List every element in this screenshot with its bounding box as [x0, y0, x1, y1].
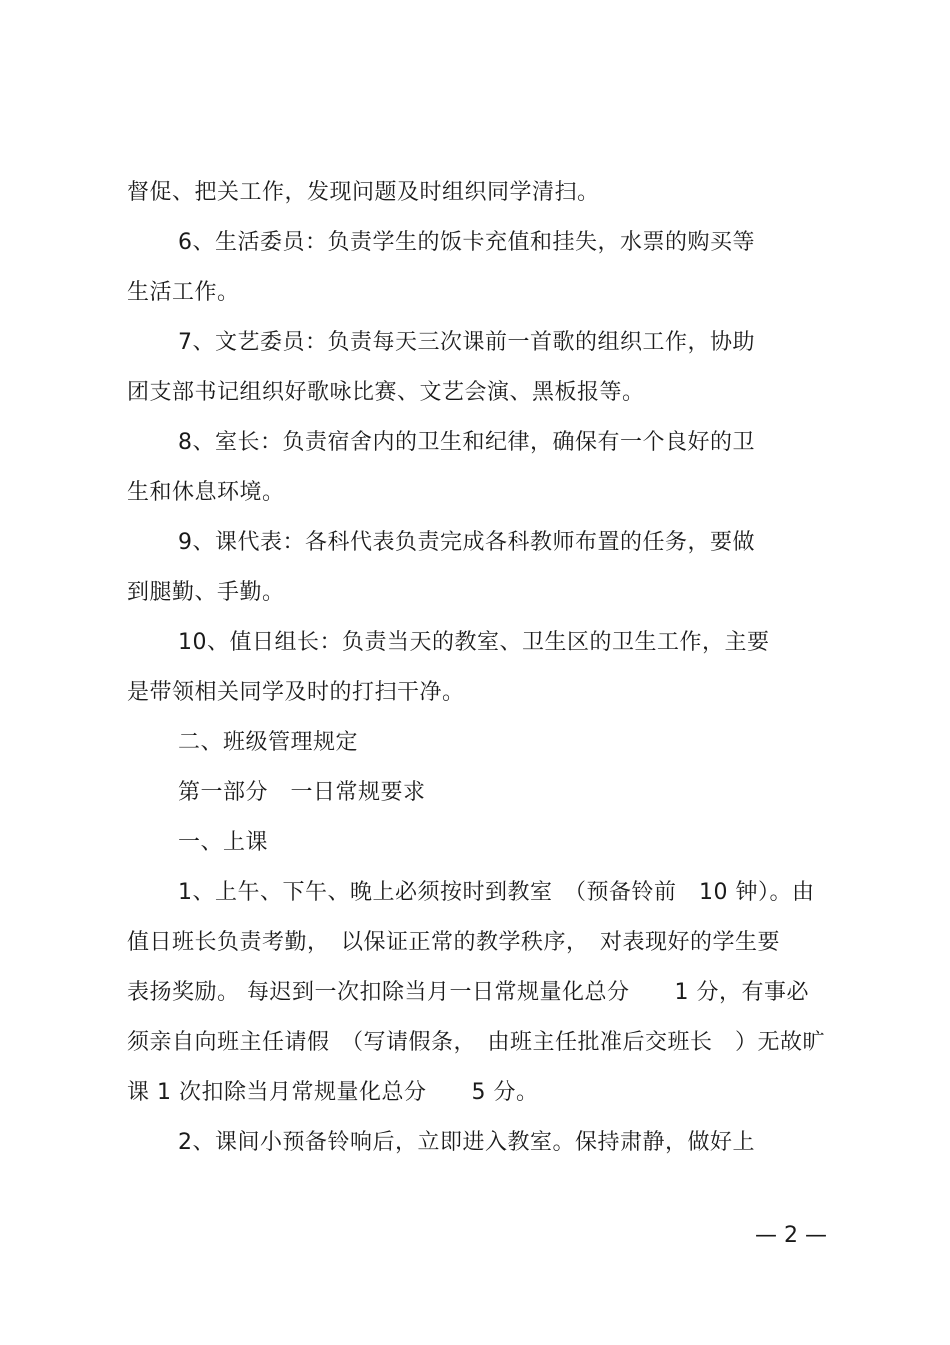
text-line: 到腿勤、手勤。	[127, 580, 285, 605]
text-line: 8、室长：负责宿舍内的卫生和纪律，确保有一个良好的卫	[178, 430, 755, 455]
text-line: 生和休息环境。	[127, 480, 285, 505]
text-line: 课 1 次扣除当月常规量化总分 5 分。	[127, 1080, 539, 1105]
text-line: 表扬奖励。 每迟到一次扣除当月一日常规量化总分 1 分，有事必	[127, 980, 809, 1005]
text-line: 7、文艺委员：负责每天三次课前一首歌的组织工作，协助	[178, 330, 755, 355]
text-line: 10、值日组长：负责当天的教室、卫生区的卫生工作，主要	[178, 630, 770, 655]
text-line: 1、上午、下午、晚上必须按时到教室 （预备铃前 10 钟）。由	[178, 880, 815, 905]
text-line: 2、课间小预备铃响后，立即进入教室。保持肃静，做好上	[178, 1130, 755, 1155]
section-heading: 第一部分 一日常规要求	[178, 780, 426, 805]
section-heading: 二、班级管理规定	[178, 730, 359, 755]
text-line: 是带领相关同学及时的打扫干净。	[127, 680, 465, 705]
text-line: 值日班长负责考勤， 以保证正常的教学秩序， 对表现好的学生要	[127, 930, 781, 955]
text-line: 须亲自向班主任请假 （写请假条， 由班主任批准后交班长 ）无故旷	[127, 1030, 826, 1055]
page-number: — 2 —	[755, 1223, 827, 1248]
text-line: 督促、把关工作，发现问题及时组织同学清扫。	[127, 180, 600, 205]
text-line: 9、课代表：各科代表负责完成各科教师布置的任务，要做	[178, 530, 755, 555]
text-line: 生活工作。	[127, 280, 240, 305]
text-line: 团支部书记组织好歌咏比赛、文艺会演、黑板报等。	[127, 380, 645, 405]
section-heading: 一、上课	[178, 830, 269, 855]
text-line: 6、生活委员：负责学生的饭卡充值和挂失，水票的购买等	[178, 230, 755, 255]
